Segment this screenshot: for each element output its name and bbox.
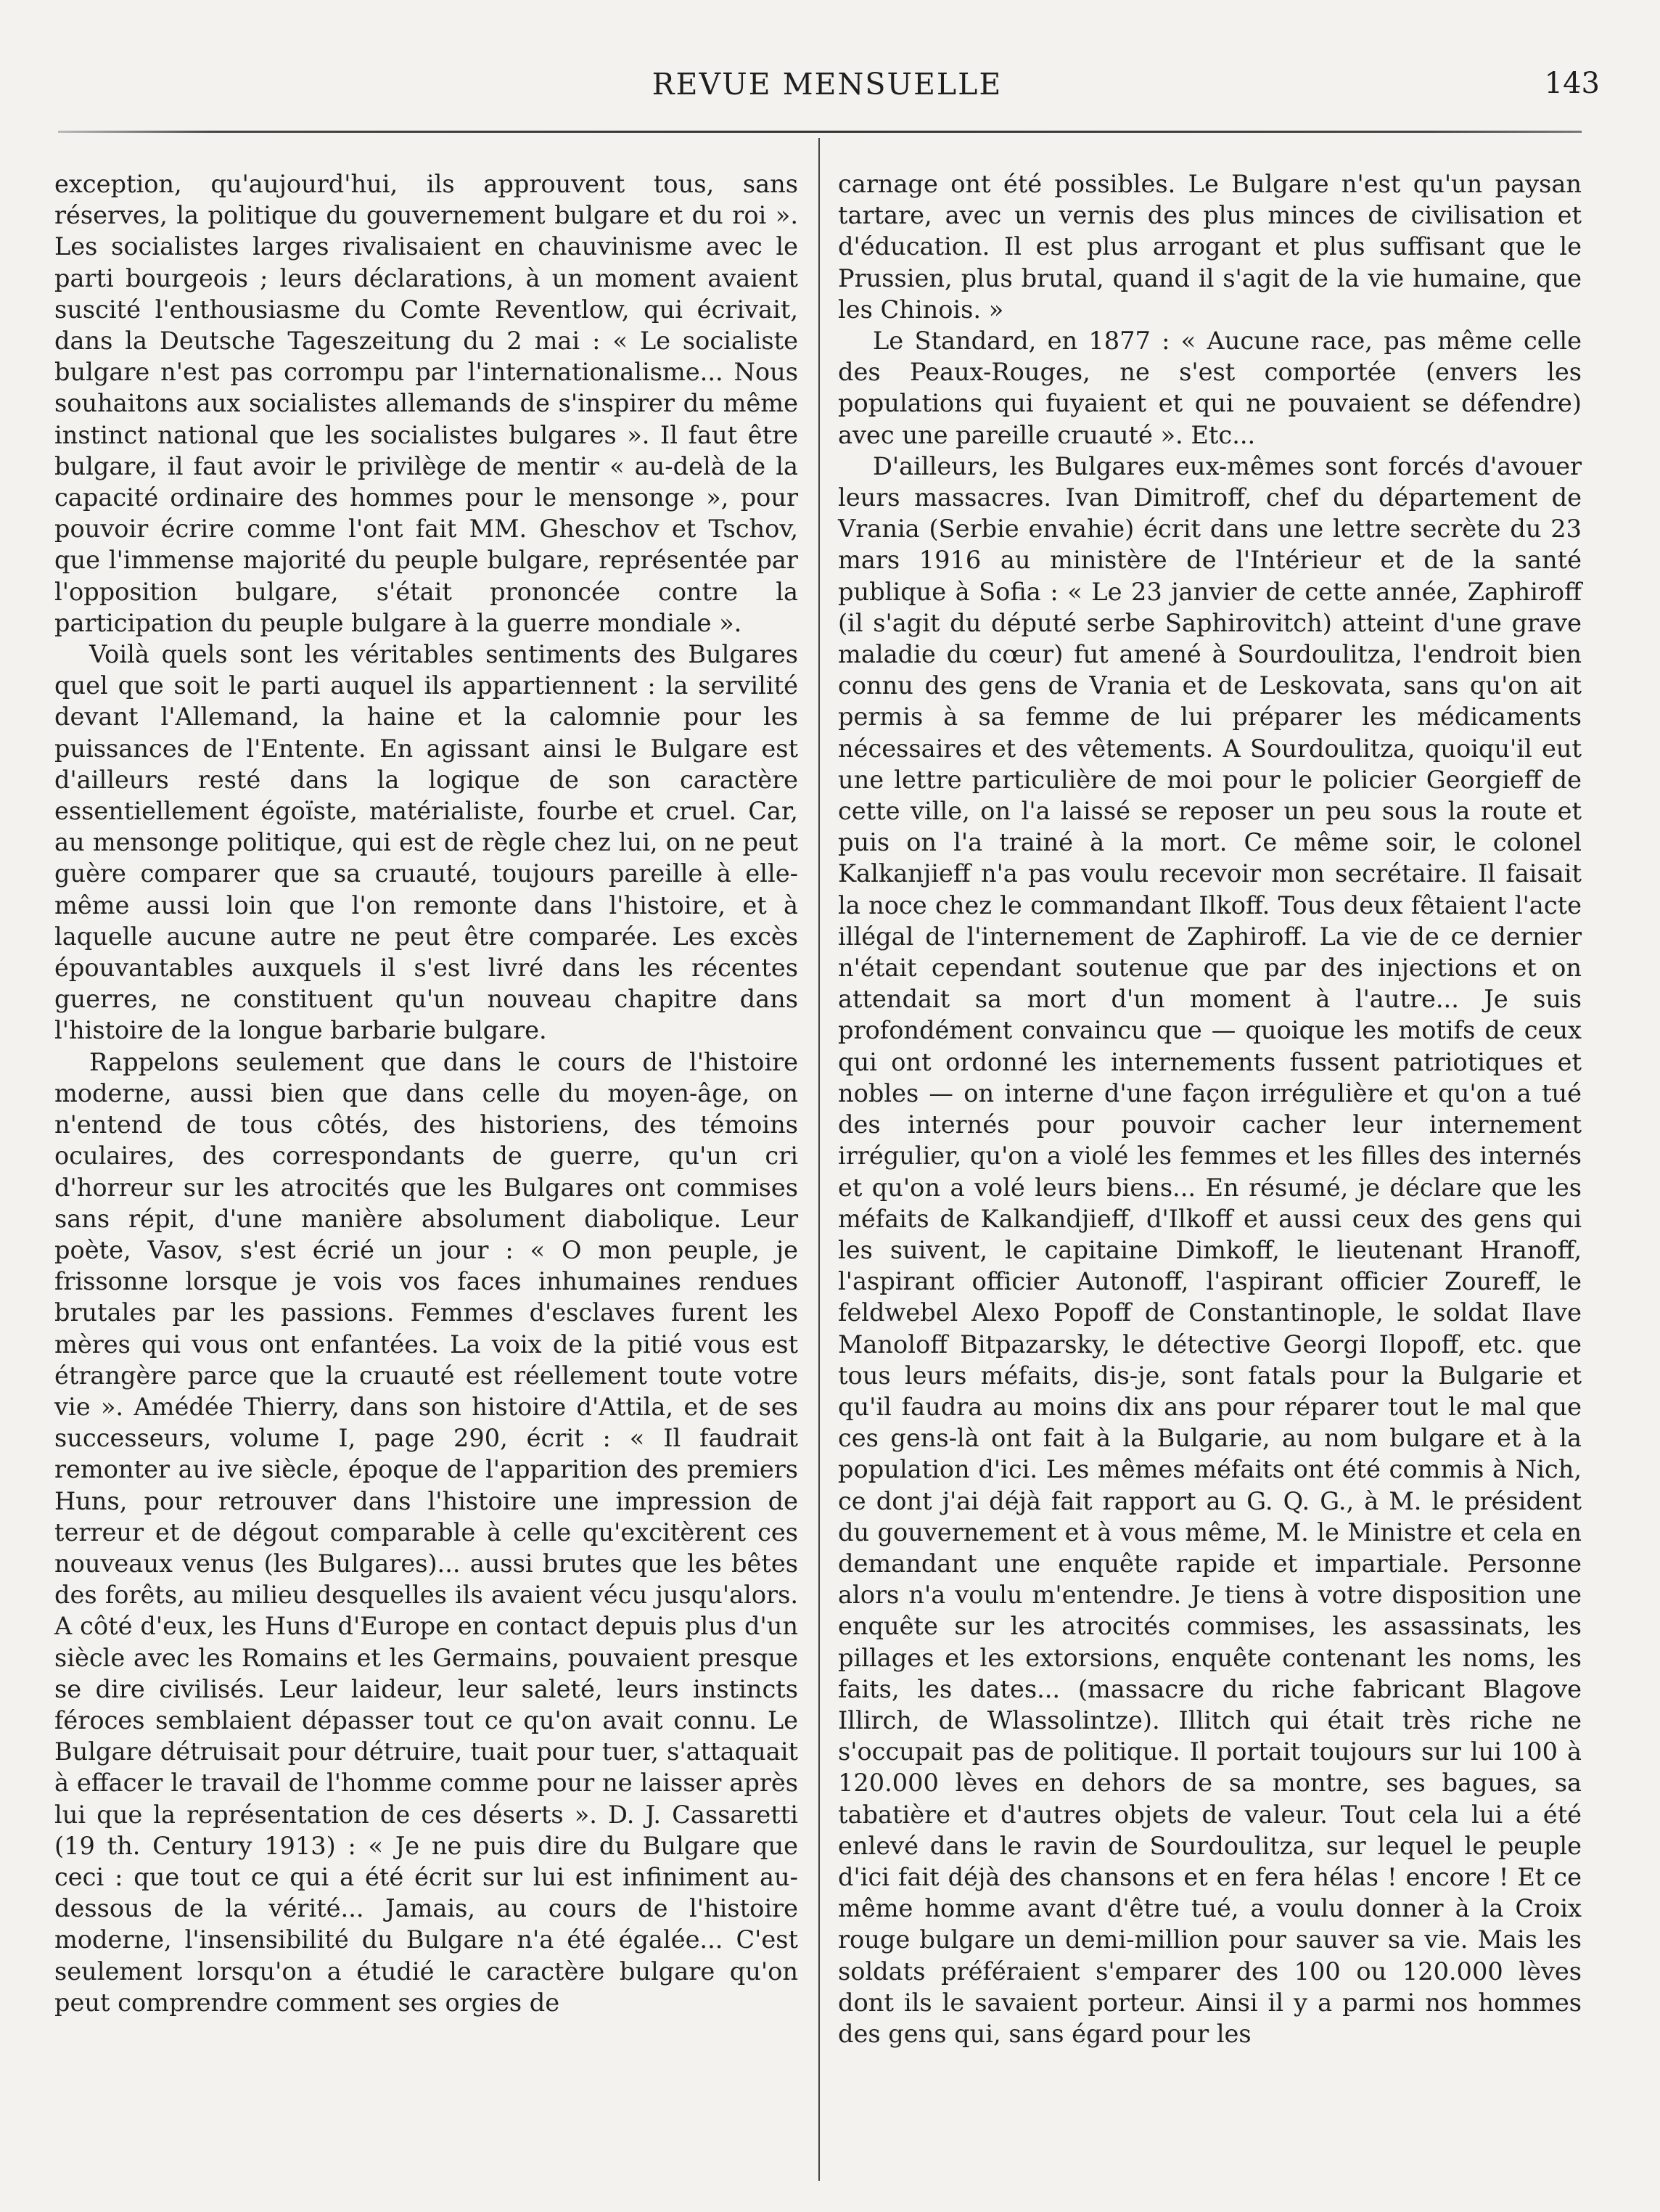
paragraph: carnage ont été possibles. Le Bulgare n'est qu'un paysan tartare, avec un vernis des plus minces de civilisation et d'éducation. Il est plus arrogant et plus suffisant que le Prussien, plus brutal, quand il s'agit de la vie humaine, que les Chinois. »	[838, 170, 1582, 324]
page-header	[51, 65, 1603, 109]
paragraph: Le Standard, en 1877 : « Aucune race, pas même celle des Peaux-Rouges, ne s'est comportée (envers les populations qui fuyaient et qui ne pouvaient se défendre) avec une pareille cruauté ». Etc...	[838, 327, 1582, 449]
paragraph: Rappelons seulement que dans le cours de l'histoire moderne, aussi bien que dans celle du moyen-âge, on n'entend de tous côtés, des historiens, des témoins oculaires, des correspondants de guerre, qu'un cri d'horreur sur les atrocités que les Bulgares ont commises sans répit, d'une manière absolument diabolique. Leur poète, Vasov, s'est écrié un jour : « O mon peuple, je frissonne lorsque je vois vos faces inhumaines rendues brutales par les passions. Femmes d'esclaves furent les mères qui vous ont enfantées. La voix de la pitié vous est étrangère parce que la cruauté est réellement toute votre vie ». Amédée Thierry, dans son histoire d'Attila, et de ses successeurs, volume I, page 290, écrit : « Il faudrait remonter au ive siècle, époque de l'apparition des premiers Huns, pour retrouver dans l'histoire une impression de terreur et de dégout comparable à celle qu'excitèrent ces nouveaux venus (les Bulgares)... aussi brutes que les bêtes des forêts, au milieu desquelles ils avaient vécu jusqu'alors. A côté d'eux, les Huns d'Europe en contact depuis plus d'un siècle avec les Romains et les Germains, pouvaient presque se dire civilisés. Leur laideur, leur saleté, leurs instincts féroces semblaient dépasser tout ce qu'on avait connu. Le Bulgare détruisait pour détruire, tuait pour tuer, s'attaquait à effacer le travail de l'homme comme pour ne laisser après lui que la représentation de ces déserts ». D. J. Cassaretti (19 th. Century 1913) : « Je ne puis dire du Bulgare que ceci : que tout ce qui a été écrit sur lui est infiniment au-dessous de la vérité... Jamais, au cours de l'histoire moderne, l'insensibilité du Bulgare n'a été égalée... C'est seulement lorsqu'on a étudié le caractère bulgare qu'on peut comprendre comment ses orgies de	[54, 1047, 798, 2017]
journal-title: REVUE MENSUELLE	[652, 67, 1003, 102]
header-rule	[58, 131, 1582, 133]
right-column	[838, 168, 1582, 2049]
page-number: 143	[1544, 67, 1600, 100]
paragraph: Voilà quels sont les véritables sentiments des Bulgares quel que soit le parti auquel ils appartiennent : la servilité devant l'Allemand, la haine et la calomnie pour les puissances de l'Entente. En agissant ainsi le Bulgare est d'ailleurs resté dans la logique de son caractère essentiellement égoïste, matérialiste, fourbe et cruel. Car, au mensonge politique, qui est de règle chez lui, on ne peut guère comparer que sa cruauté, toujours pareille à elle-même aussi loin que l'on remonte dans l'histoire, et à laquelle aucune autre ne peut être comparée. Les excès épouvantables auxquels il s'est livré dans les récentes guerres, ne constituent qu'un nouveau chapitre dans l'histoire de la longue barbarie bulgare.	[54, 640, 798, 1045]
paragraph: exception, qu'aujourd'hui, ils approuvent tous, sans réserves, la politique du gouvernement bulgare et du roi ». Les socialistes larges rivalisaient en chauvinisme avec le parti bourgeois ; leurs déclarations, à un moment avaient suscité l'enthousiasme du Comte Reventlow, qui écrivait, dans la Deutsche Tageszeitung du 2 mai : « Le socialiste bulgare n'est pas corrompu par l'internationalisme... Nous souhaitons aux socialistes allemands de s'inspirer du même instinct national que les socialistes bulgares ». Il faut être bulgare, il faut avoir le privilège de mentir « au-delà de la capacité ordinaire des hommes pour le mensonge », pour pouvoir écrire comme l'ont fait MM. Gheschov et Tschov, que l'immense majorité du peuple bulgare, représentée par l'opposition bulgare, s'était prononcée contre la participation du peuple bulgare à la guerre mondiale ».	[54, 170, 798, 637]
paragraph: D'ailleurs, les Bulgares eux-mêmes sont forcés d'avouer leurs massacres. Ivan Dimitroff, chef du département de Vrania (Serbie envahie) écrit dans une lettre secrète du 23 mars 1916 au ministère de l'Intérieur et de la santé publique à Sofia : « Le 23 janvier de cette année, Zaphiroff (il s'agit du député serbe Saphirovitch) atteint d'une grave maladie du cœur) fut amené à Sourdoulitza, l'endroit bien connu des gens de Vrania et de Leskovata, sans qu'on ait permis à sa femme de lui préparer les médicaments nécessaires et des vêtements. A Sourdoulitza, quoiqu'il eut une lettre particulière de moi pour le policier Georgieff de cette ville, on l'a laissé se reposer un peu sous la route et puis on l'a trainé à la mort. Ce même soir, le colonel Kalkanjieff n'a pas voulu recevoir mon secrétaire. Il faisait la noce chez le commandant Ilkoff. Tous deux fêtaient l'acte illégal de l'internement de Zaphiroff. La vie de ce dernier n'était cependant soutenue que par des injections et on attendait sa mort d'un moment à l'autre... Je suis profondément convaincu que — quoique les motifs de ceux qui ont ordonné les internements fussent patriotiques et nobles — on interne d'une façon irrégulière et qu'on a tué des internés pour pouvoir cacher leur internement irrégulier, qu'on a violé les femmes et les filles des internés et qu'on a volé leurs biens... En résumé, je déclare que les méfaits de Kalkandjieff, d'Ilkoff et aussi ceux des gens qui les suivent, le capitaine Dimkoff, le lieutenant Hranoff, l'aspirant officier Autonoff, l'aspirant officier Zoureff, le feldwebel Alexo Popoff de Constantinople, le soldat Ilave Manoloff Bitpazarsky, le détective Georgi Ilopoff, etc. que tous leurs méfaits, dis-je, sont fatals pour la Bulgarie et qu'il faudra au moins dix ans pour réparer tout le mal que ces gens-là ont fait à la Bulgarie, au nom bulgare et à la population d'ici. Les mêmes méfaits ont été commis à Nich, ce dont j'ai déjà fait rapport au G. Q. G., à M. le président du gouvernement et à vous même, M. le Ministre et cela en demandant une enquête rapide et impartiale. Personne alors n'a voulu m'entendre. Je tiens à votre disposition une enquête sur les atrocités commises, les assassinats, les pillages et les extorsions, enquête contenant les noms, les faits, les dates... (massacre du riche fabricant Blagove Illirch, de Wlassolintze). Illitch qui était très riche ne s'occupait pas de politique. Il portait toujours sur lui 100 à 120.000 lèves en dehors de sa montre, ses bagues, sa tabatière et d'autres objets de valeur. Tout cela lui a été enlevé dans le ravin de Sourdoulitza, sur lequel le peuple d'ici fait déjà des chansons et en fera hélas ! encore ! Et ce même homme avant d'être tué, a voulu donner à la Croix rouge bulgare un demi-million pour sauver sa vie. Mais les soldats préféraient s'emparer des 100 ou 120.000 lèves dont ils le savaient porteur. Ainsi il y a parmi nos hommes des gens qui, sans égard pour les	[838, 451, 1582, 2048]
column-divider	[818, 138, 820, 2181]
left-column	[54, 168, 798, 2018]
